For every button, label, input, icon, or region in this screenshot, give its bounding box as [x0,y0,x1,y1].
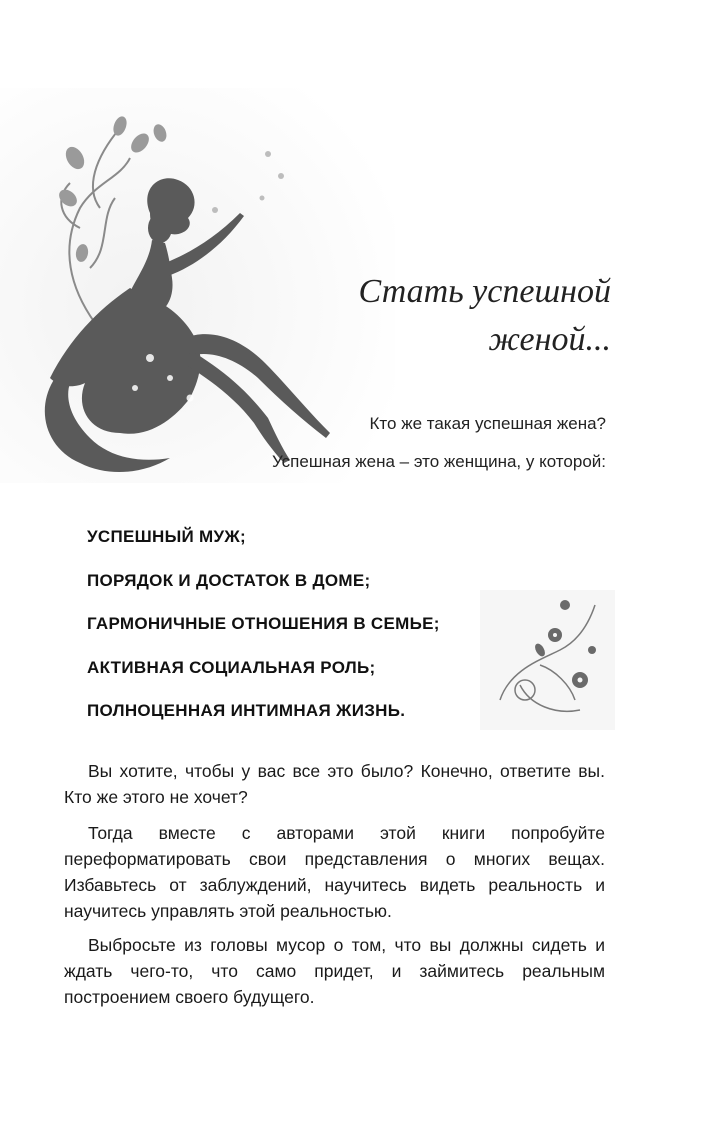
paragraph: Тогда вместе с авторами этой книги попробуйте переформатировать свои представления о многих вещах. Избавьтесь от заблуждений, научитесь видеть реальность и научитесь управлять этой реальностью. [64,823,605,921]
chapter-title-line2: женой... [488,321,611,358]
paragraph: Выбросьте из головы мусор о том, что вы должны сидеть и ждать чего-то, что само придет, и займитесь реальным построением своего будущего. [64,935,605,1007]
intro-answer: Успешная жена – это женщина, у которой: [272,452,606,471]
list-item: ГАРМОНИЧНЫЕ ОТНОШЕНИЯ В СЕМЬЕ; [87,614,440,633]
list-item: ПОЛНОЦЕННАЯ ИНТИМНАЯ ЖИЗНЬ. [87,701,406,720]
floral-ornament-icon [480,590,615,730]
list-item: АКТИВНАЯ СОЦИАЛЬНАЯ РОЛЬ; [87,657,376,677]
qualities-list [87,526,440,744]
chapter-title [359,268,611,364]
chapter-title-line1: Стать успешной [358,273,611,310]
intro-question: Кто же такая успешная жена? [369,414,606,433]
list-item: УСПЕШНЫЙ МУЖ; [87,527,247,546]
list-item: ПОРЯДОК И ДОСТАТОК В ДОМЕ; [87,570,371,590]
woman-silhouette-illustration [0,88,395,483]
paragraph: Вы хотите, чтобы у вас все это было? Конечно, ответите вы. Кто же этого не хочет? [64,761,605,807]
